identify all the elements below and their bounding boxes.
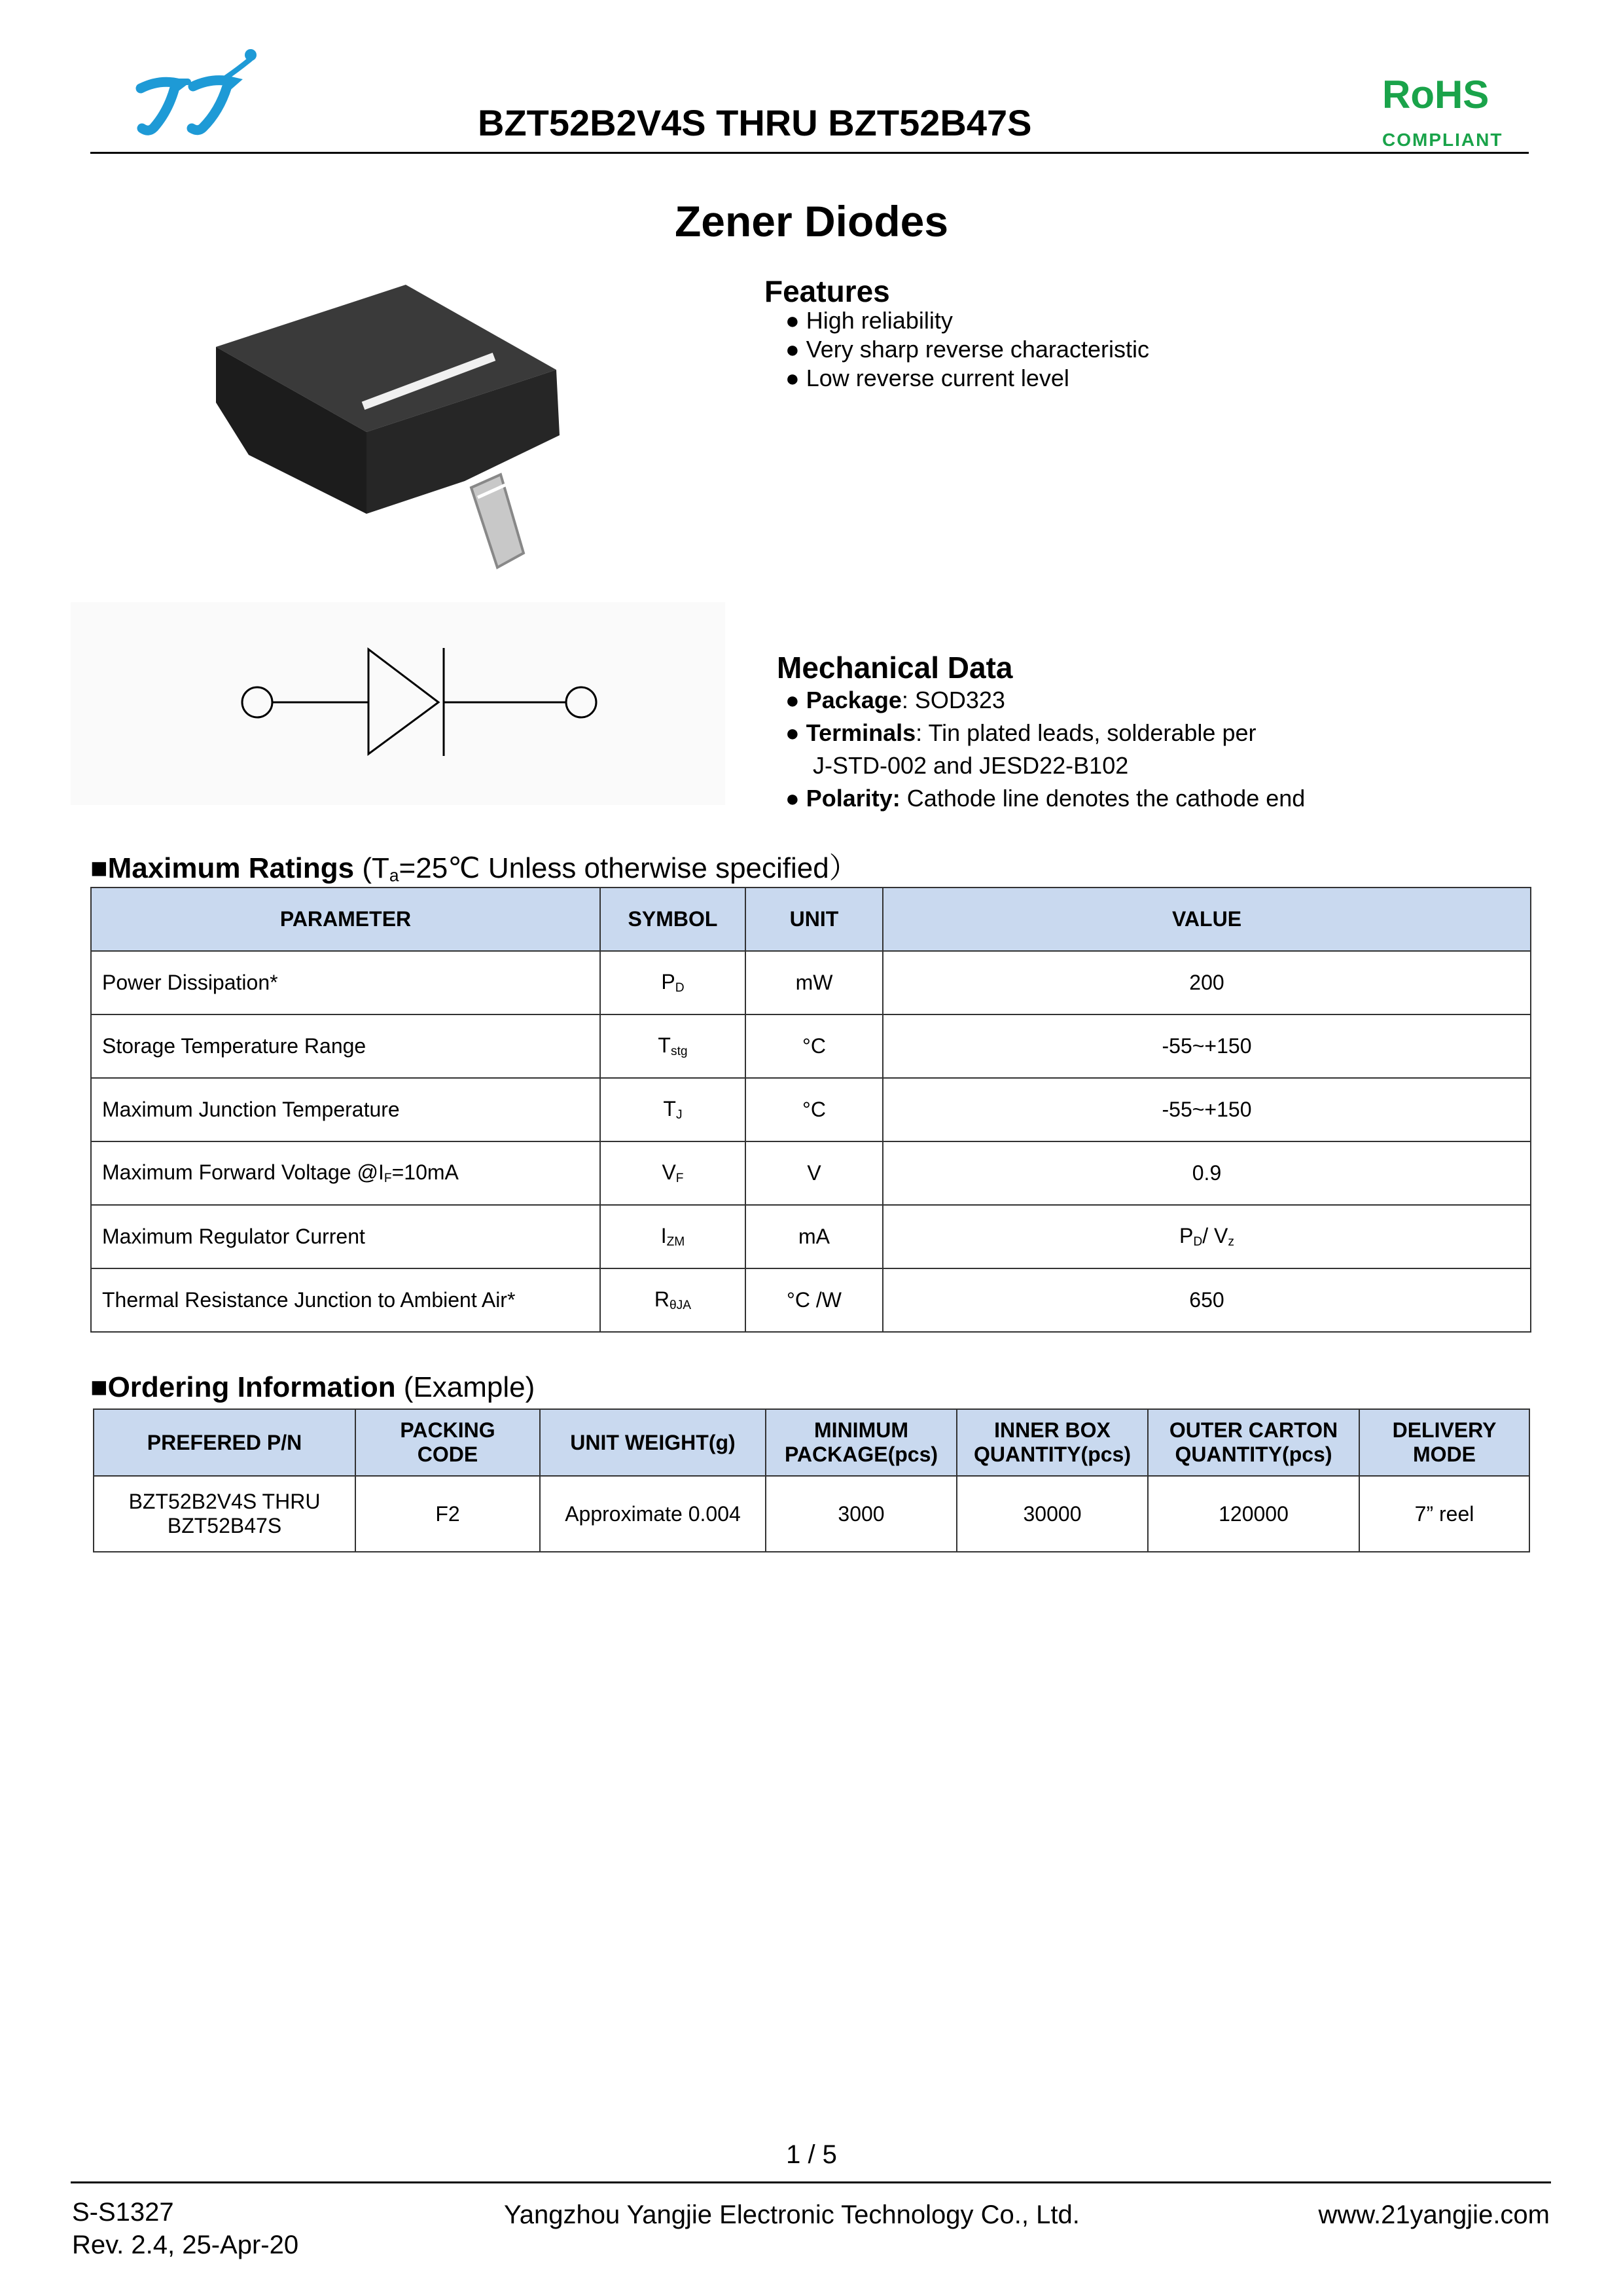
list-item: ● Polarity: Cathode line denotes the cathode end [785, 785, 1306, 812]
table-row: BZT52B2V4S THRU BZT52B47S F2 Approximate 0.004 3000 30000 120000 7” reel [94, 1476, 1529, 1552]
max-ratings-table [90, 887, 1531, 1333]
table-row: Maximum Junction Temperature $T_J$ °C -55~+150 [91, 1078, 1531, 1141]
ordering-info-heading: ■Ordering Information (Example) [90, 1371, 535, 1403]
table-row: Storage Temperature Range $T_{stg}$ °C -55~+150 [91, 1014, 1531, 1078]
column-header: MINIMUM PACKAGE(pcs) [766, 1409, 957, 1476]
header-rule [90, 152, 1529, 154]
rohs-compliant-label: COMPLIANT [1382, 130, 1503, 150]
table-row: Maximum Forward Voltage $@I_F=10mA$ $V_F$ V 0.9 [91, 1141, 1531, 1205]
list-item: ● High reliability [785, 307, 953, 334]
footer-rule [71, 2181, 1551, 2183]
column-header: INNER BOX QUANTITY(pcs) [957, 1409, 1148, 1476]
list-item: ● Low reverse current level [785, 365, 1069, 391]
mechanical-data-list [785, 684, 1305, 815]
column-header: DELIVERY MODE [1359, 1409, 1529, 1476]
company-logo [134, 46, 265, 144]
ordering-info-table [93, 1408, 1530, 1552]
page-title: Zener Diodes [674, 197, 949, 245]
features-heading: Features [764, 274, 890, 308]
column-header: OUTER CARTON QUANTITY(pcs) [1148, 1409, 1359, 1476]
table-row: Maximum Regulator Current $I_{ZM}$ mA $P_D/$ $V_z$ [91, 1205, 1531, 1268]
list-item-continuation: J-STD-002 and JESD22-B102 [813, 752, 1129, 779]
column-header: UNIT WEIGHT(g) [540, 1409, 766, 1476]
document-id: S-S1327 [72, 2198, 174, 2227]
column-header: PACKING CODE [355, 1409, 540, 1476]
table-row: Thermal Resistance Junction to Ambient Air* $R_{\theta JA}$ °C /W 650 [91, 1268, 1531, 1332]
rohs-badge: RoHS [1382, 73, 1489, 117]
table-row: Power Dissipation* $P_D$ mW 200 [91, 951, 1531, 1014]
features-list [785, 306, 1149, 393]
company-website[interactable]: www.21yangjie.com [1318, 2200, 1550, 2229]
page-number: 1 / 5 [786, 2140, 837, 2169]
column-header: PARAMETER [91, 888, 600, 951]
max-ratings-heading: ■Maximum Ratings ($T_a=25℃$ Unless otherwise specified） [90, 852, 858, 886]
list-item: ● Terminals: Tin plated leads, solderable per [785, 719, 1257, 746]
document-title: BZT52B2V4S THRU BZT52B47S [478, 102, 1032, 143]
mechanical-data-heading: Mechanical Data [777, 651, 1013, 685]
sod323-package-image [190, 265, 609, 592]
column-header: VALUE [883, 888, 1531, 951]
list-item: ● Package: SOD323 [785, 687, 1005, 713]
company-name: Yangzhou Yangjie Electronic Technology Co., Ltd. [504, 2200, 1080, 2229]
list-item: ● Very sharp reverse characteristic [785, 336, 1149, 363]
column-header: PREFERED P/N [94, 1409, 355, 1476]
column-header: UNIT [745, 888, 883, 951]
column-header: SYMBOL [600, 888, 745, 951]
zener-diode-symbol [71, 602, 725, 805]
document-revision: Rev. 2.4, 25-Apr-20 [72, 2231, 299, 2259]
